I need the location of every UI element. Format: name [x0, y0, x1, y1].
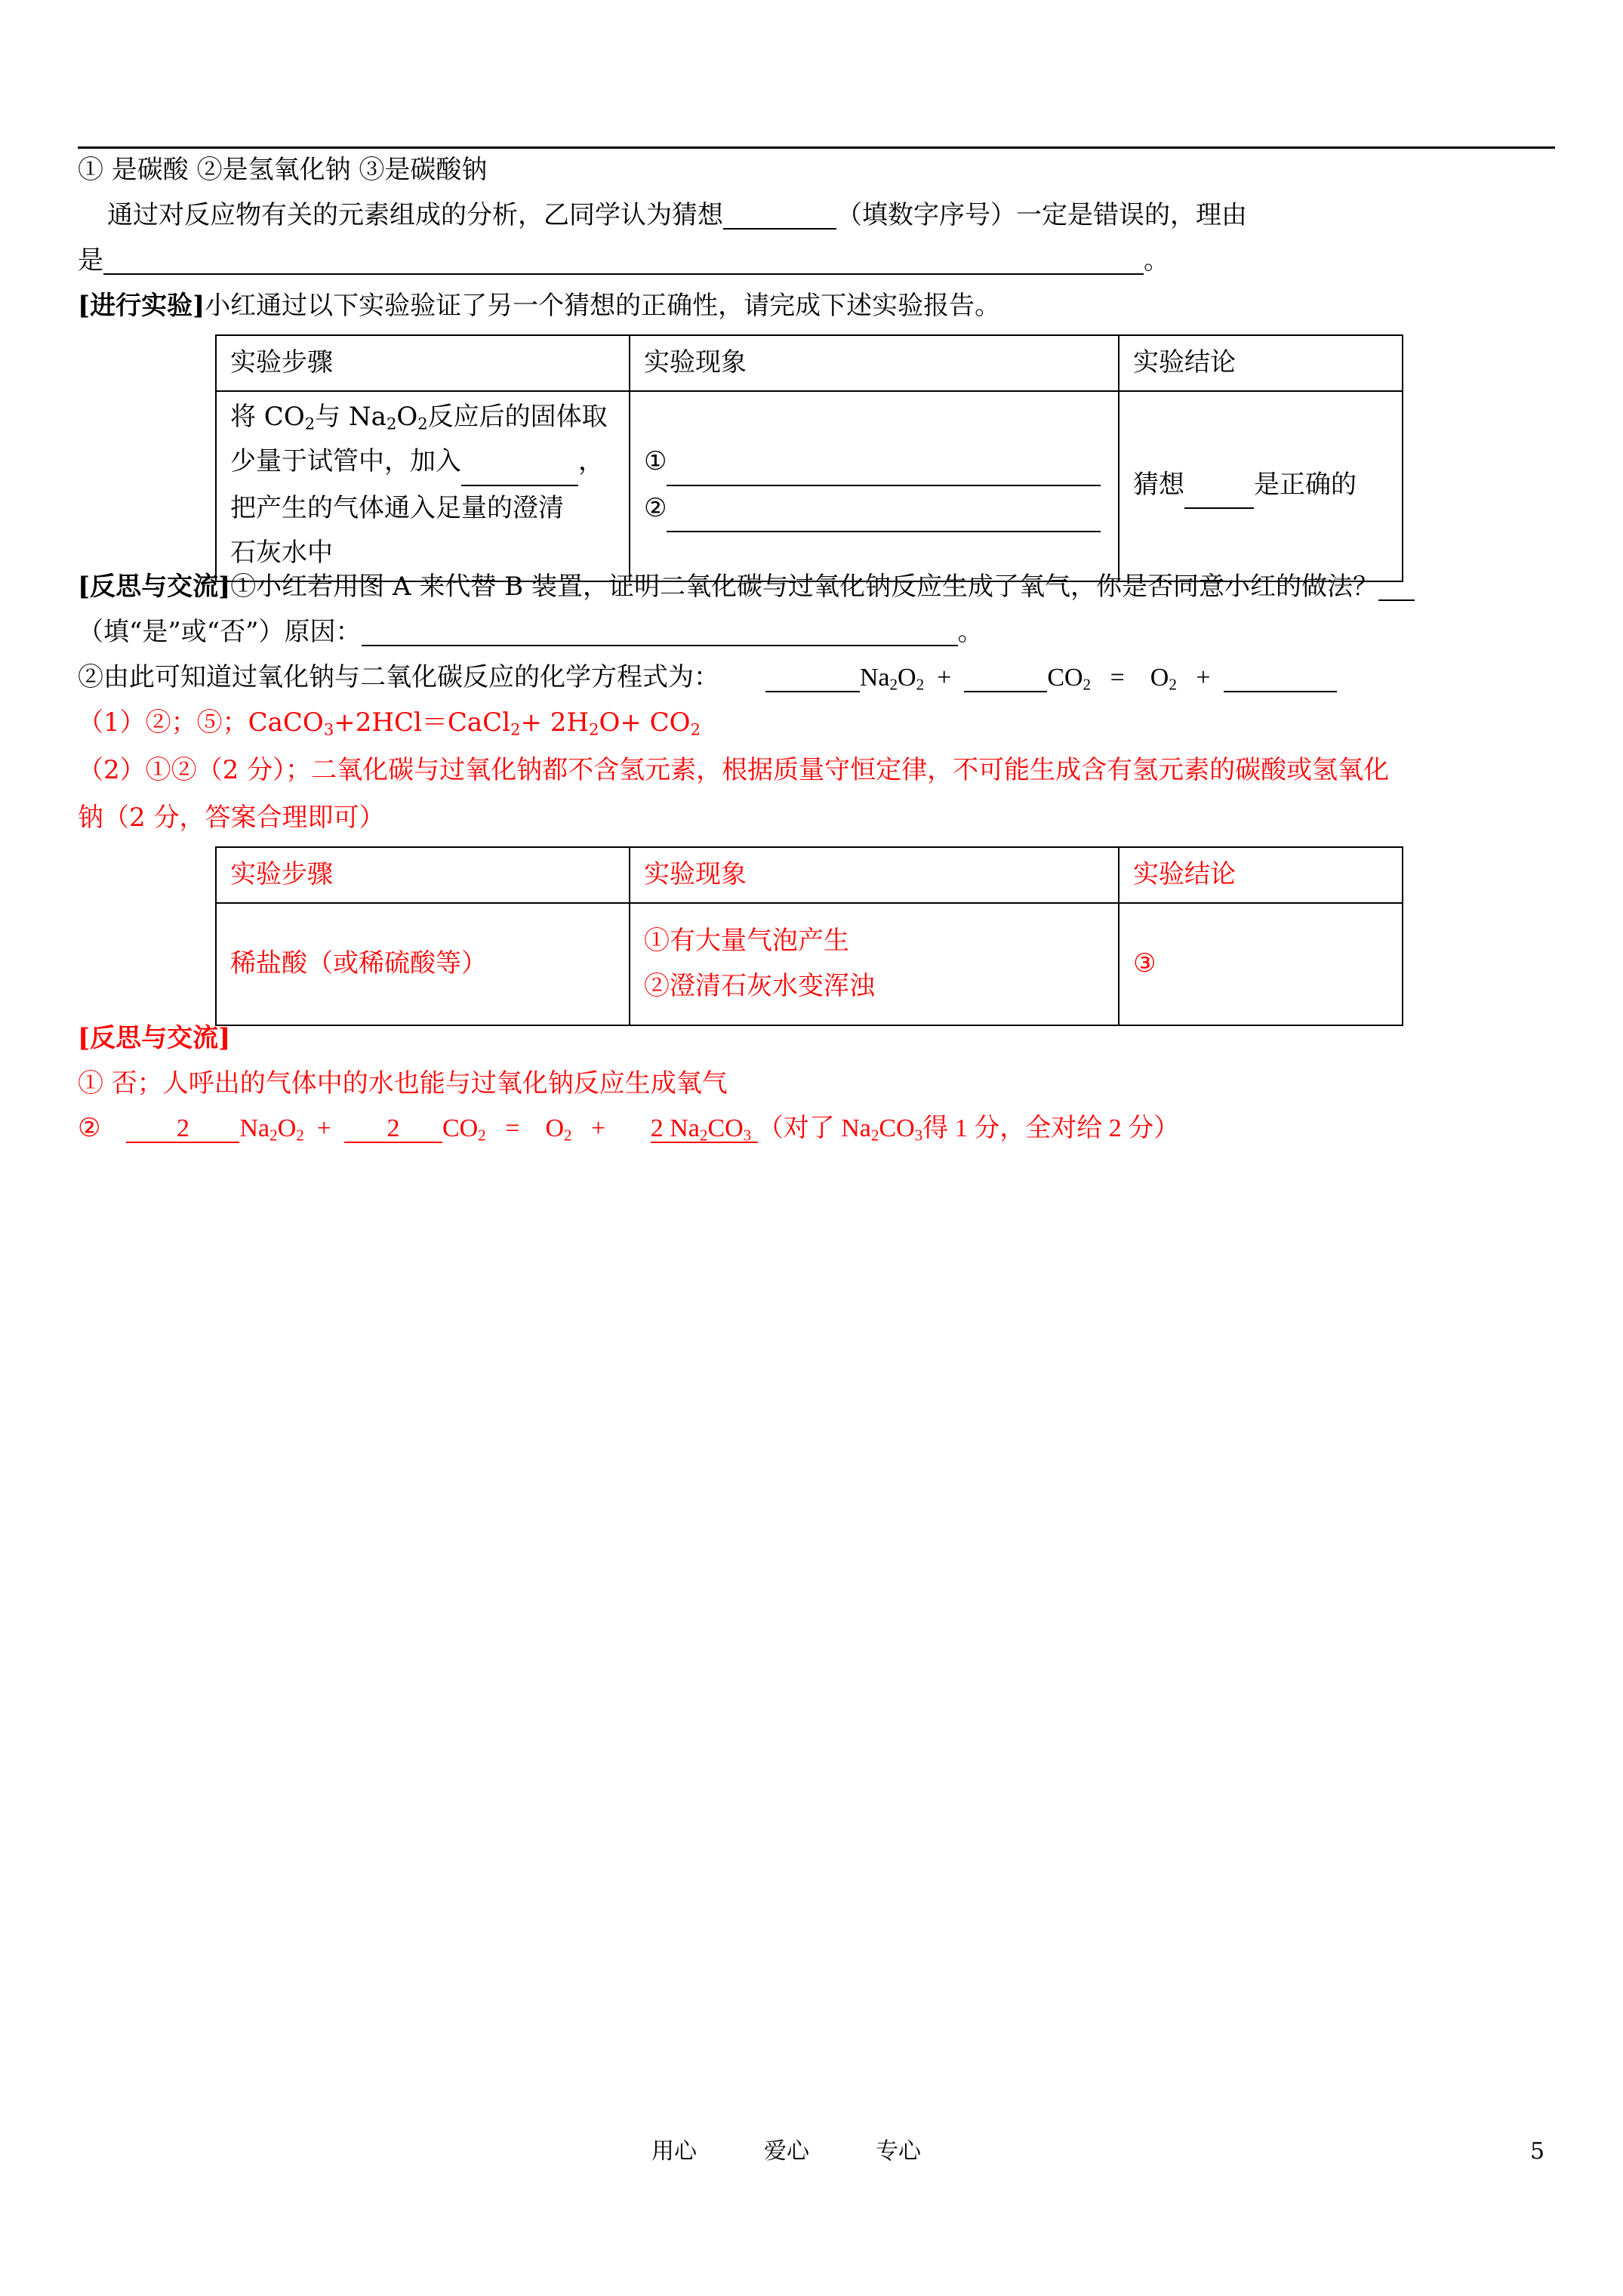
- answer-table-header-steps: 实验步骤: [216, 847, 630, 903]
- reflect-question: [反思与交流]①小红若用图 A 来代替 B 装置，证明二氧化碳与过氧化钠反应生成了氧气，你是否同意小红的做法？: [78, 574, 1415, 601]
- blank-reason[interactable]: [103, 248, 1144, 275]
- page-number: 5: [1530, 2138, 1545, 2165]
- blank-reflect-reason[interactable]: [362, 619, 958, 646]
- answer-equation: ② 2 $Na_2O_2 + 2$ $CO_2$ = $O_2$ + 2 $Na_2CO_3$ （对了 $Na_2CO_3$得 1 分，全对给 2 分）: [78, 1114, 1180, 1145]
- answer-table: [215, 846, 1403, 1026]
- experiment-intro: [进行实验]小红通过以下实验验证了另一个猜想的正确性，请完成下述实验报告。: [78, 291, 1001, 321]
- blank-coef-na2o2[interactable]: [765, 665, 860, 692]
- header-rule: [78, 146, 1555, 149]
- table-header-observation: 实验现象: [630, 335, 1119, 391]
- blank-product[interactable]: [1224, 665, 1337, 692]
- answer-table-header-conclusion: 实验结论: [1119, 847, 1403, 903]
- experiment-report-table: [215, 334, 1403, 582]
- analysis-line: 通过对反应物有关的元素组成的分析，乙同学认为猜想 （填数字序号）一定是错误的，理由: [107, 200, 1247, 230]
- answer-table-header-observation: 实验现象: [630, 847, 1119, 903]
- blank-reagent[interactable]: [461, 439, 578, 486]
- blank-coef-co2[interactable]: [964, 665, 1047, 692]
- table-cell-observation: ① ②: [630, 391, 1119, 581]
- answer-table-observation: ①有大量气泡产生 ②澄清石灰水变浑浊: [630, 903, 1119, 1025]
- blank-hypothesis-number[interactable]: [723, 202, 836, 230]
- hypotheses-line: ① 是碳酸 ②是氢氧化钠 ③是碳酸钠: [78, 155, 488, 185]
- reason-line: 是 。: [78, 245, 1169, 276]
- table-cell-steps: 将 $CO_2$与 $Na_2O_2$反应后的固体取 少量于试管中，加入 ， 把产生的气体通入足量的澄清 石灰水中: [216, 391, 630, 581]
- table-cell-conclusion: 猜想 是正确的: [1119, 391, 1403, 581]
- reflect-reason-line: （填“是”或“否”）原因： 。: [78, 617, 984, 647]
- answer-reflect-heading: [反思与交流]: [78, 1023, 231, 1053]
- equation-prompt-line: ②由此可知道过氧化钠与二氧化碳反应的化学方程式为： $Na_2O_2$ + $CO_2$ = $O_2$ +: [78, 664, 1337, 692]
- blank-observation-2[interactable]: [667, 486, 1101, 533]
- footer-motto-2: 爱心: [764, 2138, 809, 2165]
- answer-2-line1: （2）①②（2 分）；二氧化碳与过氧化钠都不含氢元素，根据质量守恒定律，不可能生成含有氢元素的碳酸或氢氧化: [78, 755, 1390, 785]
- answer-1: （1）②；⑤；CaCO$_3$+2HCl＝CaCl$_2$+ $2H_2O+ CO_2$: [78, 707, 701, 739]
- footer-motto-3: 专心: [876, 2138, 921, 2165]
- blank-agree[interactable]: [1378, 574, 1415, 601]
- blank-observation-1[interactable]: [667, 439, 1101, 486]
- footer-motto-1: 用心: [651, 2138, 697, 2165]
- table-header-conclusion: 实验结论: [1119, 335, 1403, 391]
- answer-table-conclusion: ③: [1119, 903, 1403, 1025]
- answer-2-line2: 钠（2 分，答案合理即可）: [78, 803, 385, 833]
- table-header-steps: 实验步骤: [216, 335, 630, 391]
- answer-table-step: 稀盐酸（或稀硫酸等）: [216, 903, 630, 1025]
- blank-correct-hypothesis[interactable]: [1184, 463, 1254, 510]
- answer-reflect-1: ① 否；人呼出的气体中的水也能与过氧化钠反应生成氧气: [78, 1068, 728, 1099]
